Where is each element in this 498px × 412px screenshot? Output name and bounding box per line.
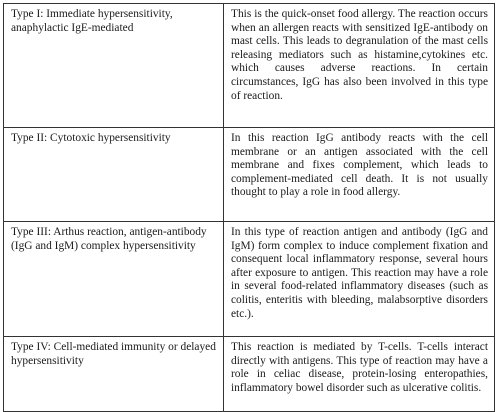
hypersensitivity-types-table: [3, 3, 495, 412]
table-row: [4, 128, 495, 222]
table-row: [4, 337, 495, 412]
reaction-description-cell: In this type of reaction antigen and antibody (IgG and IgM) form complex to induce complement fixation and consequent local inflammatory response, several hours after exposure to antigen. This reaction may have a role in several food-related inflammatory diseases (such as colitis, enteritis with bleeding, malabsorptive disorders etc.).: [224, 222, 495, 337]
hypersensitivity-table-page: [3, 3, 495, 409]
hypersensitivity-type-cell: Type IV: Cell-mediated immunity or delayed hypersensitivity: [4, 337, 224, 412]
table-row: [4, 4, 495, 128]
hypersensitivity-type-cell: Type III: Arthus reaction, antigen-antibody (IgG and IgM) complex hypersensitivity: [4, 222, 224, 337]
hypersensitivity-type-cell: Type II: Cytotoxic hypersensitivity: [4, 128, 224, 222]
reaction-description-cell: In this reaction IgG antibody reacts with the cell membrane or an antigen associated with the cell membrane and fixes complement, which leads to complement-mediated cell death. It is not usually thought to play a role in food allergy.: [224, 128, 495, 222]
reaction-description-cell: This reaction is mediated by T-cells. T-cells interact directly with antigens. This type of reaction may have a role in celiac disease, protein-losing enteropathies, inflammatory bowel disorder such as ulcerative colitis.: [224, 337, 495, 412]
table-row: [4, 222, 495, 337]
hypersensitivity-type-cell: Type I: Immediate hypersensitivity, anaphylactic IgE-mediated: [4, 4, 224, 128]
reaction-description-cell: This is the quick-onset food allergy. The reaction occurs when an allergen reacts with sensitized IgE-antibody on mast cells. This leads to degranulation of the mast cells releasing mediators such as histamine,cytokines etc. which causes adverse reactions. In certain circumstances, IgG has also been involved in this type of reaction.: [224, 4, 495, 128]
